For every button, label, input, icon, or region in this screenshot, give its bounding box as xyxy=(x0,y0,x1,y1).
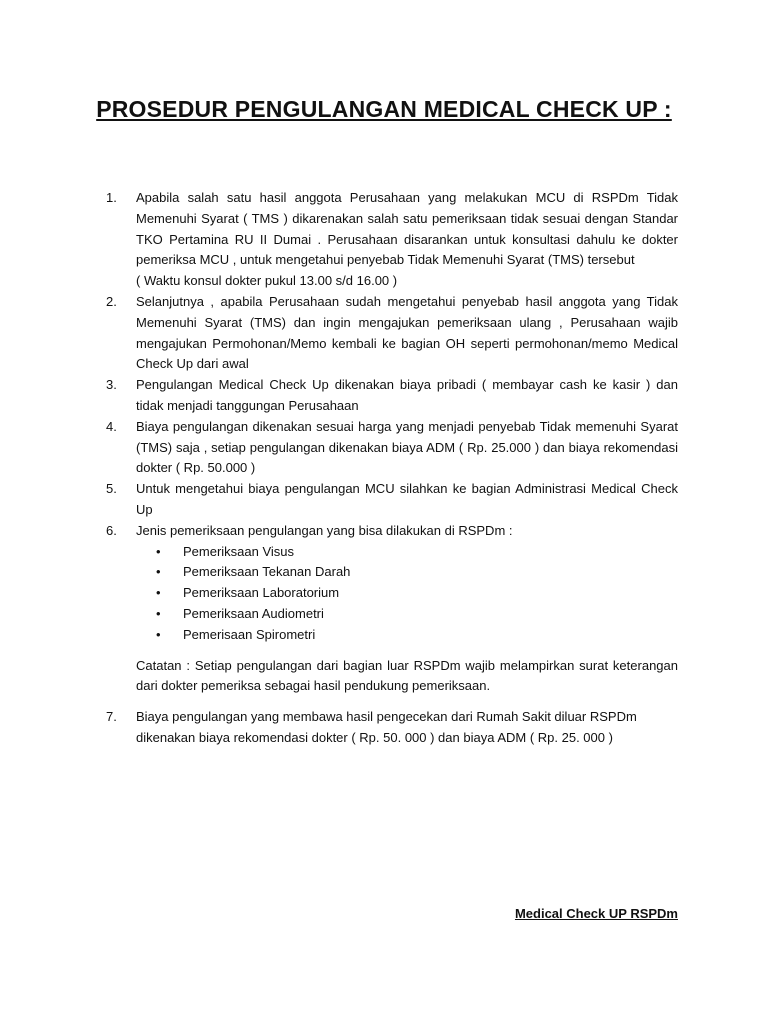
bullet-text: Pemeriksaan Tekanan Darah xyxy=(183,564,351,580)
item-number: 4. xyxy=(106,418,117,434)
bullet-icon: • xyxy=(156,605,161,621)
note-text: Catatan : Setiap pengulangan dari bagian luar RSPDm wajib melampirkan surat keterangan dari dokter pemeriksa sebagai hasil pendukung pemeriksaan. xyxy=(136,657,678,694)
item-number: 3. xyxy=(106,377,117,393)
bullet-icon: • xyxy=(156,585,161,601)
bullet-icon: • xyxy=(156,543,161,559)
item-extra-text: ( Waktu konsul dokter pukul 13.00 s/d 16.00 ) xyxy=(136,273,398,289)
bullet-item xyxy=(136,542,678,563)
bullet-icon: • xyxy=(156,564,161,580)
item-text: Jenis pemeriksaan pengulangan yang bisa dilakukan di RSPDm : xyxy=(136,522,513,538)
item-text: Biaya pengulangan dikenakan sesuai harga yang menjadi penyebab Tidak memenuhi Syarat (TMS) saja , setiap pengulangan dikenakan biaya ADM ( Rp. 25.000 ) dan biaya rekomendasi dokter ( Rp. 50.000 ) xyxy=(136,418,678,476)
item-number: 5. xyxy=(106,481,117,497)
list-item xyxy=(106,188,678,292)
list-item xyxy=(106,707,678,749)
bullet-item xyxy=(136,562,678,583)
bullet-item xyxy=(136,625,678,646)
list-item xyxy=(106,521,678,646)
page-title: PROSEDUR PENGULANGAN MEDICAL CHECK UP : xyxy=(96,96,672,122)
bullet-item xyxy=(136,583,678,604)
bullet-text: Pemeriksaan Visus xyxy=(183,543,295,559)
item-number: 7. xyxy=(106,709,117,725)
bullet-item xyxy=(136,604,678,625)
bullet-text: Pemerisaan Spirometri xyxy=(183,626,316,642)
procedure-list xyxy=(106,188,678,749)
bullet-icon: • xyxy=(156,626,161,642)
list-item xyxy=(106,479,678,521)
signature: Medical Check UP RSPDm xyxy=(514,906,678,921)
list-item xyxy=(106,375,678,417)
item-text: Selanjutnya , apabila Perusahaan sudah mengetahui penyebab hasil anggota yang Tidak Memenuhi Syarat (TMS) dan ingin mengajukan pemeriksaan ulang , Perusahaan wajib mengajukan Permohonan/Memo kembali ke bagian OH seperti permohonan/memo Medical Check Up dari awal xyxy=(136,293,678,372)
exam-type-list xyxy=(136,542,678,646)
item-number: 1. xyxy=(106,190,117,205)
bullet-text: Pemeriksaan Audiometri xyxy=(183,605,324,621)
list-item xyxy=(106,417,678,479)
item-number: 2. xyxy=(106,293,117,309)
item-text: Pengulangan Medical Check Up dikenakan biaya pribadi ( membayar cash ke kasir ) dan tidak menjadi tanggungan Perusahaan xyxy=(136,377,678,413)
item-text: Untuk mengetahui biaya pengulangan MCU silahkan ke bagian Administrasi Medical Check Up xyxy=(136,481,678,517)
bullet-text: Pemeriksaan Laboratorium xyxy=(183,585,340,601)
list-item xyxy=(106,292,678,375)
item-text: Biaya pengulangan yang membawa hasil pengecekan dari Rumah Sakit diluar RSPDm dikenakan biaya rekomendasi dokter ( Rp. 50. 000 ) dan biaya ADM ( Rp. 25. 000 ) xyxy=(136,709,637,745)
item-text: Apabila salah satu hasil anggota Perusahaan yang melakukan MCU di RSPDm Tidak Memenuhi Syarat ( TMS ) dikarenakan salah satu pemeriksaan tidak sesuai dengan Standar TKO Pertamina RU II Dumai . Perusahaan disarankan untuk konsultasi dahulu ke dokter pemeriksa MCU , untuk mengetahui penyebab Tidak Memenuhi Syarat (TMS) tersebut xyxy=(136,190,678,268)
item-number: 6. xyxy=(106,522,117,538)
